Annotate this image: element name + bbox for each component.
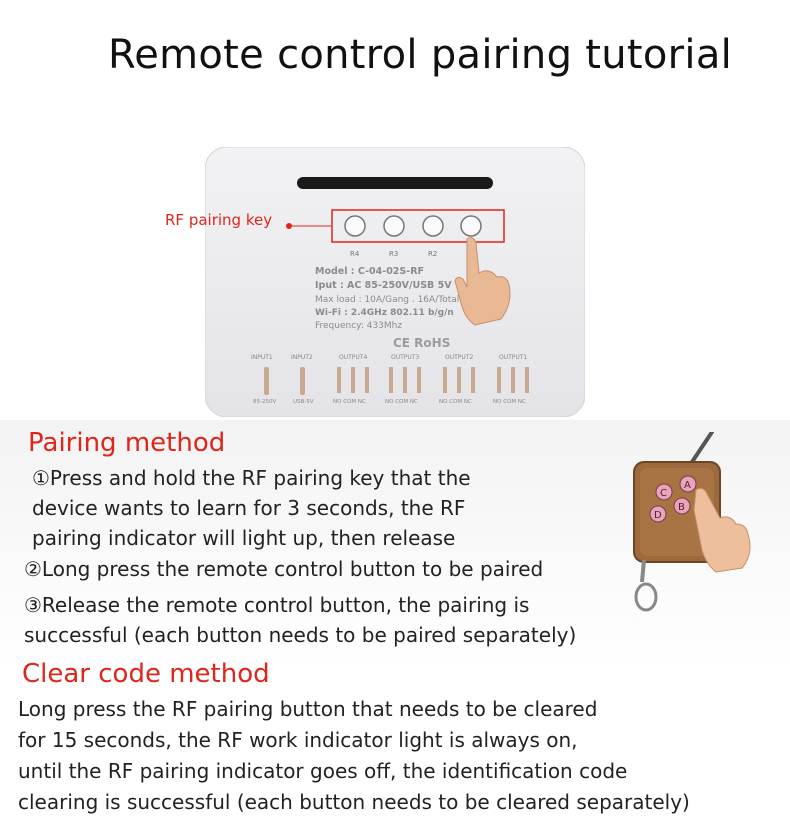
remote-button-b[interactable]: [674, 498, 690, 514]
output-terminal: [389, 367, 393, 393]
rf-pairing-key-label: RF pairing key: [165, 211, 273, 229]
remote-button-a[interactable]: [680, 476, 696, 492]
input1-terminal: [264, 367, 269, 395]
output-terminal: [525, 367, 529, 393]
max-load-text: Max load : 10A/Gang . 16A/Total: [315, 295, 460, 305]
output-terminal: [511, 367, 515, 393]
input2-sub: USB-5V: [293, 399, 314, 405]
output-terminal: [457, 367, 461, 393]
output-terminal: [337, 367, 341, 393]
output-label-2: OUTPUT2: [445, 354, 474, 361]
svg-text:A: A: [684, 480, 691, 491]
rf-key-4[interactable]: [461, 216, 481, 236]
output-terminal: [351, 367, 355, 393]
output-terminal: [497, 367, 501, 393]
output-label-3: OUTPUT3: [391, 354, 420, 361]
page-title: Remote control pairing tutorial: [107, 32, 733, 78]
clear-line-1: Long press the RF pairing button that needs to be cleared: [18, 697, 598, 721]
rf-key-3[interactable]: [423, 216, 443, 236]
svg-text:C: C: [660, 488, 667, 499]
output-terminal: [417, 367, 421, 393]
output-terminal: [471, 367, 475, 393]
frequency-text: Frequency: 433Mhz: [315, 321, 403, 331]
rf-remote-illustration: [622, 432, 772, 612]
key-label-r4: R4: [350, 250, 360, 258]
remote-button-c[interactable]: [656, 484, 672, 500]
clear-line-4: clearing is successful (each button needs to be cleared separately): [18, 790, 690, 814]
output-label-1: OUTPUT1: [499, 354, 528, 361]
output-terminal-labels: NO COM NC: [385, 399, 418, 405]
clear-heading: Clear code method: [22, 659, 270, 689]
key-label-r3: R3: [389, 250, 399, 258]
pairing-line-2: device wants to learn for 3 seconds, the RF: [32, 496, 466, 520]
model-text: Model : C-04-02S-RF: [315, 266, 424, 277]
output-terminal: [443, 367, 447, 393]
input1-label: INPUT1: [251, 354, 273, 361]
clear-line-3: until the RF pairing indicator goes off, the identification code: [18, 759, 628, 783]
output-terminal: [403, 367, 407, 393]
output-terminal-labels: NO COM NC: [493, 399, 526, 405]
rf-key-2[interactable]: [384, 216, 404, 236]
key-label-r2: R2: [428, 250, 438, 258]
pairing-line-3: pairing indicator will light up, then release: [32, 526, 456, 550]
svg-text:D: D: [654, 510, 662, 521]
remote-button-d[interactable]: [650, 506, 666, 522]
clear-line-2: for 15 seconds, the RF work indicator light is always on,: [18, 728, 578, 752]
input2-terminal: [300, 367, 305, 395]
input1-sub: 85-250V: [253, 399, 277, 405]
pairing-heading: Pairing method: [28, 428, 226, 458]
keyring-icon: [636, 560, 656, 610]
wifi-text: Wi-Fi : 2.4GHz 802.11 b/g/n: [315, 308, 454, 318]
output-terminal-labels: NO COM NC: [439, 399, 472, 405]
output-label-4: OUTPUT4: [339, 354, 368, 361]
output-terminal: [365, 367, 369, 393]
pairing-line-4: ②Long press the remote control button to be paired: [24, 557, 544, 581]
svg-text:B: B: [678, 502, 685, 513]
pairing-line-1: ①Press and hold the RF pairing key that the: [32, 466, 471, 490]
pairing-line-6: successful (each button needs to be paired separately): [24, 623, 577, 647]
input-text: Iput : AC 85-250V/USB 5V: [315, 280, 452, 291]
output-terminal-labels: NO COM NC: [333, 399, 366, 405]
rf-key-1[interactable]: [345, 216, 365, 236]
input2-label: INPUT2: [291, 354, 313, 361]
pairing-line-5: ③Release the remote control button, the pairing is: [24, 593, 530, 617]
relay-device-illustration: [205, 147, 585, 417]
rf-pointer-line: [285, 220, 335, 232]
cert-marks: CE RoHS: [393, 336, 451, 350]
